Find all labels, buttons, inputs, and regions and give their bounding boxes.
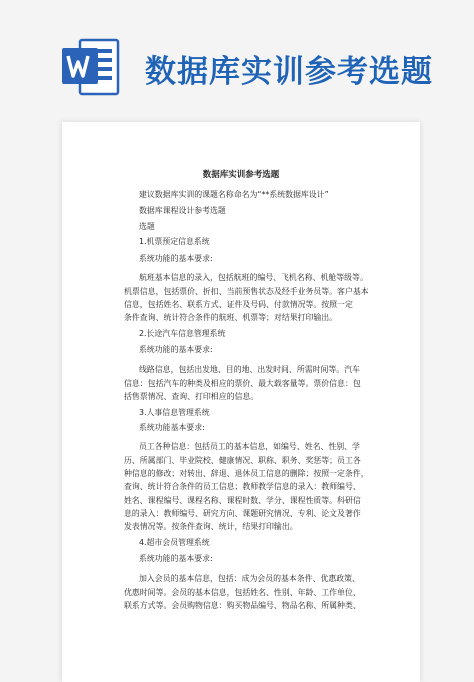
paragraph-line: 系统功能基本要求: bbox=[139, 423, 205, 432]
paragraph-line: 4.超市会员管理系统 bbox=[139, 538, 210, 547]
page-title: 数据库实训参考选题 bbox=[145, 54, 433, 90]
paragraph-line: 姓名、课程编号、课程名称、课程时数、学分、课程性质等。科研信 bbox=[124, 496, 361, 505]
document-title: 数据库实训参考选题 bbox=[202, 170, 280, 180]
paragraph-line: 信息：包括汽车的种类及相应的票价、最大载客量等。票价信息：包 bbox=[124, 379, 361, 388]
paragraph-line: 发表情况等。按条件查询、统计，结果打印输出。 bbox=[124, 522, 298, 531]
paragraph-line: 员工各种信息：包括员工的基本信息，如编号、姓名、性别、学 bbox=[139, 442, 360, 451]
paragraph-line: 选题 bbox=[139, 222, 155, 231]
paragraph-line: 历、所属部门、毕业院校、健康情况、职称、职务、奖惩等；员工各 bbox=[124, 456, 361, 465]
paragraph-line: 系统功能的基本要求: bbox=[139, 345, 213, 354]
paragraph-line: 加入会员的基本信息，包括：成为会员的基本条件、优惠政策、 bbox=[139, 574, 360, 583]
paragraph-line: 种信息的修改；对转出、辞退、退休员工信息的删除；按照一定条件， bbox=[124, 469, 369, 478]
paragraph-line: 息的录入：教师编号、研究方向、课题研究情况、专利、论文及著作 bbox=[124, 509, 361, 518]
paragraph-line: 航班基本信息的录入，包括航班的编号、飞机名称、机舱等级等。 bbox=[139, 273, 368, 282]
paragraph-line: 2.长途汽车信息管理系统 bbox=[139, 329, 226, 338]
word-document-icon bbox=[60, 36, 122, 98]
banner-header bbox=[0, 0, 474, 112]
paragraph-line: 查询、统计符合条件的员工信息；教师教学信息的录入：教师编号、 bbox=[124, 482, 361, 491]
paragraph-line: 联系方式等。会员购物信息：购买物品编号、物品名称、所属种类、 bbox=[124, 601, 361, 610]
paragraph-line: 机票信息，包括票价、折扣、当前预售状态及经手业务员等。客户基本 bbox=[124, 287, 369, 296]
paragraph-line: 信息，包括姓名、联系方式、证件及号码、付款情况等。按照一定 bbox=[124, 300, 353, 309]
paragraph-line: 3.人事信息管理系统 bbox=[139, 408, 210, 417]
paragraph-line: 括售票情况、查询、打印相应的信息。 bbox=[124, 392, 259, 401]
document-page bbox=[62, 122, 420, 682]
paragraph-line: 系统功能的基本要求: bbox=[139, 554, 213, 563]
paragraph-line: 线路信息，包括出发地、目的地、出发时间、所需时间等。汽车 bbox=[139, 365, 360, 374]
paragraph-line: 建议数据库实训的课题名称命名为“**系统数据库设计” bbox=[139, 190, 329, 199]
paragraph-line: 条件查询、统计符合条件的航班、机票等；对结果打印输出。 bbox=[124, 313, 338, 322]
paragraph-line: 优惠时间等。会员的基本信息，包括姓名、性别、年龄、工作单位、 bbox=[124, 588, 361, 597]
paragraph-line: 系统功能的基本要求: bbox=[139, 254, 213, 263]
paragraph-line: 数据库课程设计参考选题 bbox=[139, 206, 226, 215]
paragraph-line: 1.机票预定信息系统 bbox=[139, 237, 210, 246]
